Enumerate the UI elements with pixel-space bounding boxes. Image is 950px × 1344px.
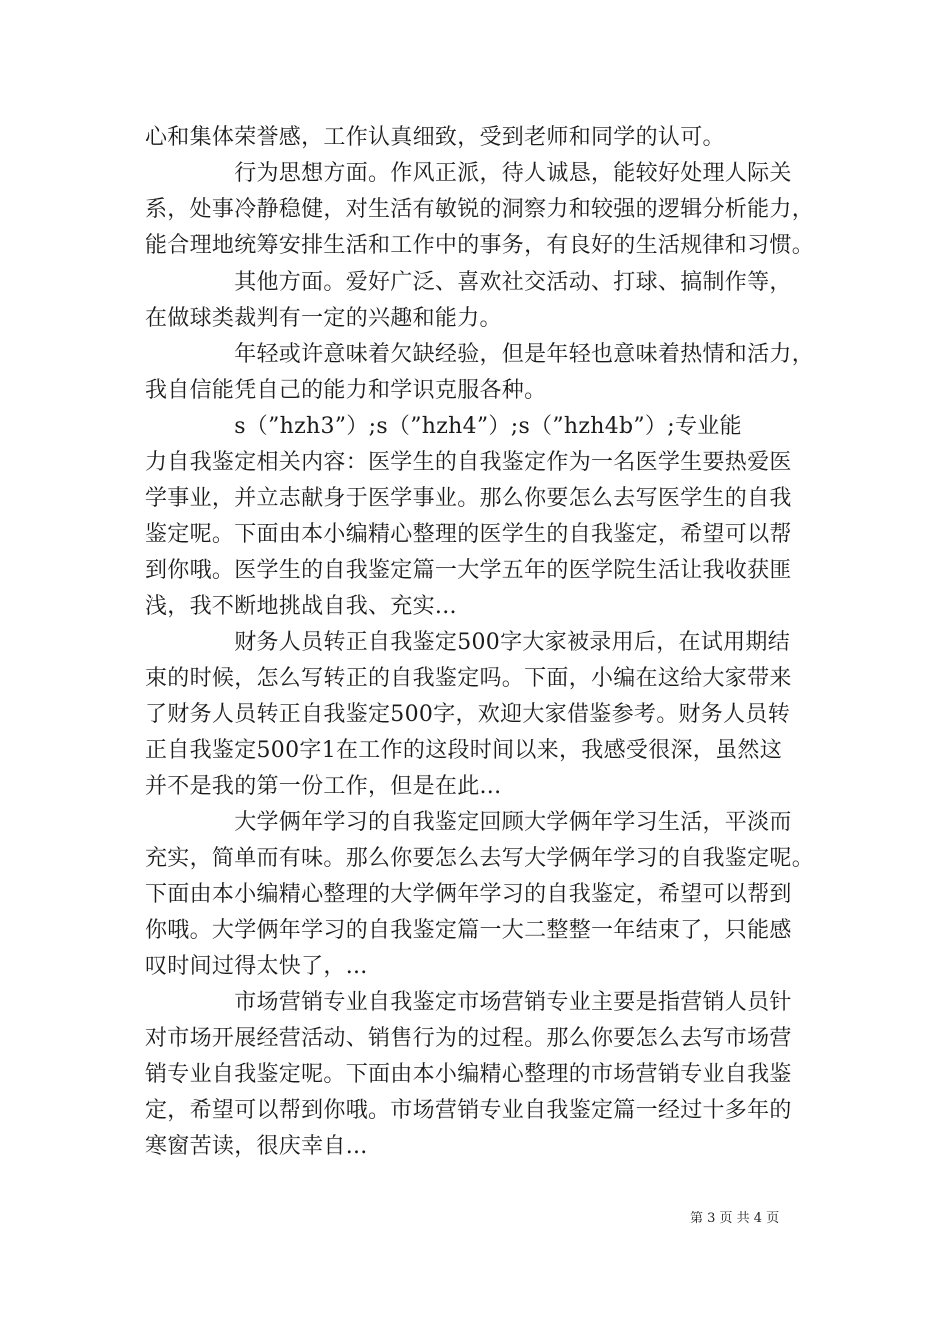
- text-line: 叹时间过得太快了，...: [145, 954, 368, 979]
- text-line: 了财务人员转正自我鉴定500字，欢迎大家借鉴参考。财务人员转: [145, 702, 790, 727]
- paragraph-8: [145, 985, 825, 1165]
- text-line: 定，希望可以帮到你哦。市场营销专业自我鉴定篇一经过十多年的: [145, 1098, 792, 1123]
- paragraph-3: [145, 265, 825, 337]
- text-line: 束的时候，怎么写转正的自我鉴定吗。下面，小编在这给大家带来: [145, 666, 792, 691]
- text-line: 你哦。大学俩年学习的自我鉴定篇一大二整整一年结束了，只能感: [145, 918, 792, 943]
- text-line: 市场营销专业自我鉴定市场营销专业主要是指营销人员针: [145, 990, 792, 1015]
- paragraph-5: [145, 409, 825, 625]
- text-line: 下面由本小编精心整理的大学俩年学习的自我鉴定，希望可以帮到: [145, 882, 792, 907]
- text-line: 寒窗苦读，很庆幸自...: [145, 1134, 368, 1159]
- text-line: 力自我鉴定相关内容：医学生的自我鉴定作为一名医学生要热爱医: [145, 450, 792, 475]
- text-line: 并不是我的第一份工作，但是在此...: [145, 774, 502, 799]
- page-number-footer: 第 3 页 共 4 页: [690, 1211, 780, 1226]
- text-line: 浅，我不断地挑战自我、充实...: [145, 594, 457, 619]
- text-line: 充实，简单而有味。那么你要怎么去写大学俩年学习的自我鉴定呢。: [145, 846, 815, 871]
- text-line: 学事业，并立志献身于医学事业。那么你要怎么去写医学生的自我: [145, 486, 792, 511]
- text-line: 正自我鉴定500字1在工作的这段时间以来，我感受很深，虽然这: [145, 738, 782, 763]
- text-line: 鉴定呢。下面由本小编精心整理的医学生的自我鉴定，希望可以帮: [145, 522, 792, 547]
- text-line: 系，处事冷静稳健，对生活有敏锐的洞察力和较强的逻辑分析能力，: [145, 197, 815, 222]
- text-line: s（”hzh3”）;s（”hzh4”）;s（”hzh4b”）;专业能: [145, 414, 742, 439]
- text-line: 我自信能凭自己的能力和学识克服各种。: [145, 378, 547, 403]
- text-line: 心和集体荣誉感，工作认真细致，受到老师和同学的认可。: [145, 125, 725, 150]
- text-line: 销专业自我鉴定呢。下面由本小编精心整理的市场营销专业自我鉴: [145, 1062, 792, 1087]
- text-line: 在做球类裁判有一定的兴趣和能力。: [145, 306, 502, 331]
- text-line: 大学俩年学习的自我鉴定回顾大学俩年学习生活，平淡而: [145, 810, 792, 835]
- paragraph-2: [145, 156, 825, 264]
- paragraph-6: [145, 625, 825, 805]
- text-line: 其他方面。爱好广泛、喜欢社交活动、打球、搞制作等，: [145, 270, 792, 295]
- paragraph-4: [145, 337, 825, 409]
- text-line: 行为思想方面。作风正派，待人诚恳，能较好处理人际关: [145, 161, 792, 186]
- text-line: 对市场开展经营活动、销售行为的过程。那么你要怎么去写市场营: [145, 1026, 792, 1051]
- text-line: 财务人员转正自我鉴定500字大家被录用后，在试用期结: [145, 630, 790, 655]
- text-line: 能合理地统筹安排生活和工作中的事务，有良好的生活规律和习惯。: [145, 233, 815, 258]
- paragraph-1: [145, 120, 825, 156]
- text-line: 年轻或许意味着欠缺经验，但是年轻也意味着热情和活力，: [145, 342, 815, 367]
- paragraph-7: [145, 805, 825, 985]
- text-line: 到你哦。医学生的自我鉴定篇一大学五年的医学院生活让我收获匪: [145, 558, 792, 583]
